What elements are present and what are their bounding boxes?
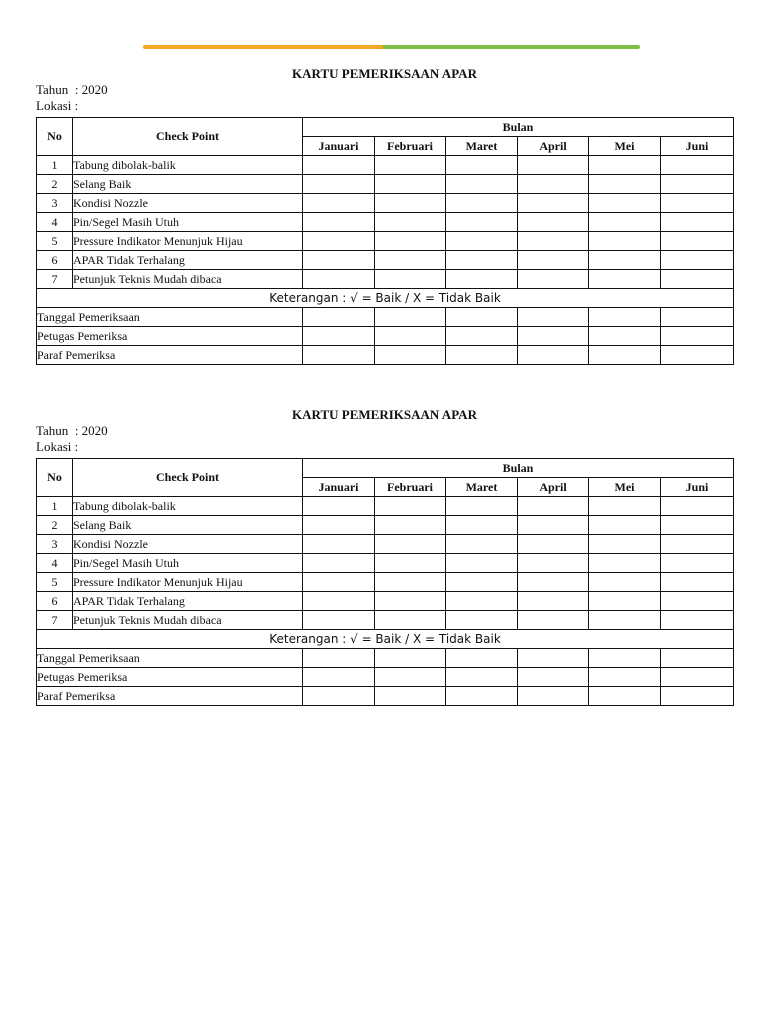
item-no: 7 (37, 270, 73, 289)
check-cell[interactable] (446, 554, 518, 573)
check-cell[interactable] (446, 194, 518, 213)
header-no: No (37, 118, 73, 156)
check-cell[interactable] (589, 270, 661, 289)
check-cell[interactable] (518, 611, 589, 630)
month-header: Juni (661, 478, 734, 497)
month-header: April (518, 137, 589, 156)
lokasi-label: Lokasi : (36, 98, 79, 113)
check-cell[interactable] (375, 270, 446, 289)
check-cell[interactable] (375, 554, 446, 573)
tahun-value: : 2020 (74, 82, 108, 97)
table-row (37, 554, 734, 573)
entry-cell[interactable] (518, 308, 589, 327)
check-cell[interactable] (303, 156, 375, 175)
entry-cell[interactable] (589, 308, 661, 327)
footer-row (37, 308, 734, 327)
check-cell[interactable] (375, 194, 446, 213)
check-cell[interactable] (661, 232, 734, 251)
entry-cell[interactable] (661, 687, 734, 706)
month-header: Januari (303, 478, 375, 497)
header-checkpoint: Check Point (73, 118, 303, 156)
table-row (37, 535, 734, 554)
tahun-value: : 2020 (74, 423, 108, 438)
check-cell[interactable] (446, 213, 518, 232)
check-cell[interactable] (518, 497, 589, 516)
check-cell[interactable] (661, 516, 734, 535)
check-cell[interactable] (303, 554, 375, 573)
footer-row-label: Petugas Pemeriksa (37, 668, 303, 687)
check-cell[interactable] (518, 194, 589, 213)
table-row (37, 175, 734, 194)
check-cell[interactable] (446, 251, 518, 270)
footer-row (37, 649, 734, 668)
entry-cell[interactable] (375, 668, 446, 687)
item-label: Petunjuk Teknis Mudah dibaca (73, 270, 303, 289)
month-header: Maret (446, 478, 518, 497)
check-cell[interactable] (303, 194, 375, 213)
check-cell[interactable] (661, 251, 734, 270)
check-cell[interactable] (446, 535, 518, 554)
check-cell[interactable] (518, 554, 589, 573)
check-cell[interactable] (589, 573, 661, 592)
check-cell[interactable] (446, 573, 518, 592)
check-cell[interactable] (303, 611, 375, 630)
tahun-line (36, 82, 733, 98)
item-label: Tabung dibolak-balik (73, 497, 303, 516)
entry-cell[interactable] (303, 346, 375, 365)
month-header: Januari (303, 137, 375, 156)
entry-cell[interactable] (446, 649, 518, 668)
item-no: 5 (37, 232, 73, 251)
check-cell[interactable] (375, 573, 446, 592)
item-label: Tabung dibolak-balik (73, 156, 303, 175)
check-cell[interactable] (375, 156, 446, 175)
check-cell[interactable] (589, 592, 661, 611)
tahun-label: Tahun (36, 423, 69, 438)
entry-cell[interactable] (446, 668, 518, 687)
table-row (37, 497, 734, 516)
entry-cell[interactable] (375, 687, 446, 706)
entry-cell[interactable] (661, 668, 734, 687)
item-label: Pin/Segel Masih Utuh (73, 213, 303, 232)
item-label: Selang Baik (73, 516, 303, 535)
entry-cell[interactable] (518, 346, 589, 365)
check-cell[interactable] (518, 535, 589, 554)
item-no: 1 (37, 497, 73, 516)
footer-row (37, 327, 734, 346)
item-label: APAR Tidak Terhalang (73, 251, 303, 270)
check-cell[interactable] (661, 156, 734, 175)
month-header: Februari (375, 478, 446, 497)
entry-cell[interactable] (303, 649, 375, 668)
month-header: Mei (589, 137, 661, 156)
entry-cell[interactable] (661, 308, 734, 327)
check-cell[interactable] (589, 497, 661, 516)
check-cell[interactable] (375, 611, 446, 630)
card-title: KARTU PEMERIKSAAN APAR (292, 66, 477, 81)
inspection-card-2 (36, 407, 733, 706)
entry-cell[interactable] (518, 327, 589, 346)
check-cell[interactable] (589, 535, 661, 554)
item-label: APAR Tidak Terhalang (73, 592, 303, 611)
item-no: 6 (37, 592, 73, 611)
entry-cell[interactable] (446, 308, 518, 327)
check-cell[interactable] (518, 270, 589, 289)
entry-cell[interactable] (518, 649, 589, 668)
check-cell[interactable] (661, 535, 734, 554)
entry-cell[interactable] (589, 649, 661, 668)
check-cell[interactable] (518, 213, 589, 232)
check-cell[interactable] (375, 175, 446, 194)
table-row (37, 232, 734, 251)
item-no: 3 (37, 194, 73, 213)
footer-row-label: Petugas Pemeriksa (37, 327, 303, 346)
check-cell[interactable] (661, 175, 734, 194)
item-no: 3 (37, 535, 73, 554)
footer-row (37, 687, 734, 706)
check-cell[interactable] (518, 516, 589, 535)
check-cell[interactable] (375, 232, 446, 251)
check-cell[interactable] (446, 516, 518, 535)
entry-cell[interactable] (375, 327, 446, 346)
header-checkpoint: Check Point (73, 459, 303, 497)
entry-cell[interactable] (375, 308, 446, 327)
check-cell[interactable] (303, 251, 375, 270)
check-cell[interactable] (589, 213, 661, 232)
check-cell[interactable] (589, 554, 661, 573)
entry-cell[interactable] (589, 687, 661, 706)
check-cell[interactable] (589, 156, 661, 175)
entry-cell[interactable] (518, 687, 589, 706)
check-cell[interactable] (518, 573, 589, 592)
inspection-card-1 (36, 66, 733, 365)
check-cell[interactable] (303, 535, 375, 554)
keterangan-legend: Keterangan : √ = Baik / X = Tidak Baik (37, 630, 734, 649)
table-row (37, 213, 734, 232)
item-no: 2 (37, 516, 73, 535)
item-label: Pressure Indikator Menunjuk Hijau (73, 573, 303, 592)
table-row (37, 611, 734, 630)
check-cell[interactable] (589, 251, 661, 270)
entry-cell[interactable] (446, 327, 518, 346)
item-label: Kondisi Nozzle (73, 535, 303, 554)
accent-bar-green (383, 45, 640, 49)
keterangan-legend: Keterangan : √ = Baik / X = Tidak Baik (37, 289, 734, 308)
month-header: Juni (661, 137, 734, 156)
accent-bar-orange (143, 45, 390, 49)
check-cell[interactable] (303, 213, 375, 232)
item-label: Kondisi Nozzle (73, 194, 303, 213)
entry-cell[interactable] (661, 649, 734, 668)
table-row (37, 251, 734, 270)
footer-row-label: Paraf Pemeriksa (37, 346, 303, 365)
entry-cell[interactable] (375, 346, 446, 365)
entry-cell[interactable] (661, 327, 734, 346)
check-cell[interactable] (589, 194, 661, 213)
keterangan-row (37, 289, 734, 308)
check-cell[interactable] (661, 497, 734, 516)
table-row (37, 516, 734, 535)
entry-cell[interactable] (303, 668, 375, 687)
footer-row-label: Tanggal Pemeriksaan (37, 308, 303, 327)
item-no: 4 (37, 213, 73, 232)
table-row (37, 573, 734, 592)
item-no: 1 (37, 156, 73, 175)
check-cell[interactable] (303, 592, 375, 611)
inspection-table (36, 458, 734, 706)
item-no: 6 (37, 251, 73, 270)
check-cell[interactable] (375, 516, 446, 535)
month-header: Mei (589, 478, 661, 497)
table-row (37, 592, 734, 611)
check-cell[interactable] (375, 592, 446, 611)
check-cell[interactable] (303, 232, 375, 251)
check-cell[interactable] (518, 175, 589, 194)
entry-cell[interactable] (446, 687, 518, 706)
entry-cell[interactable] (589, 327, 661, 346)
item-label: Petunjuk Teknis Mudah dibaca (73, 611, 303, 630)
entry-cell[interactable] (518, 668, 589, 687)
header-bulan: Bulan (303, 118, 734, 137)
check-cell[interactable] (446, 270, 518, 289)
tahun-line (36, 423, 733, 439)
table-row (37, 156, 734, 175)
footer-row-label: Tanggal Pemeriksaan (37, 649, 303, 668)
entry-cell[interactable] (303, 687, 375, 706)
check-cell[interactable] (446, 156, 518, 175)
check-cell[interactable] (446, 592, 518, 611)
footer-row-label: Paraf Pemeriksa (37, 687, 303, 706)
lokasi-label: Lokasi : (36, 439, 79, 454)
header-no: No (37, 459, 73, 497)
entry-cell[interactable] (303, 308, 375, 327)
entry-cell[interactable] (589, 346, 661, 365)
check-cell[interactable] (661, 270, 734, 289)
check-cell[interactable] (375, 251, 446, 270)
entry-cell[interactable] (661, 346, 734, 365)
item-no: 7 (37, 611, 73, 630)
check-cell[interactable] (661, 573, 734, 592)
header-bulan: Bulan (303, 459, 734, 478)
check-cell[interactable] (375, 213, 446, 232)
check-cell[interactable] (661, 611, 734, 630)
table-row (37, 194, 734, 213)
check-cell[interactable] (589, 516, 661, 535)
check-cell[interactable] (661, 592, 734, 611)
footer-row (37, 346, 734, 365)
check-cell[interactable] (375, 535, 446, 554)
keterangan-row (37, 630, 734, 649)
check-cell[interactable] (446, 497, 518, 516)
item-no: 2 (37, 175, 73, 194)
entry-cell[interactable] (446, 346, 518, 365)
check-cell[interactable] (661, 194, 734, 213)
check-cell[interactable] (375, 497, 446, 516)
check-cell[interactable] (303, 497, 375, 516)
entry-cell[interactable] (375, 649, 446, 668)
entry-cell[interactable] (303, 327, 375, 346)
tahun-label: Tahun (36, 82, 69, 97)
check-cell[interactable] (661, 213, 734, 232)
header-accent-bar (143, 45, 640, 49)
table-row (37, 270, 734, 289)
check-cell[interactable] (303, 516, 375, 535)
item-no: 4 (37, 554, 73, 573)
check-cell[interactable] (518, 156, 589, 175)
check-cell[interactable] (446, 232, 518, 251)
card-title: KARTU PEMERIKSAAN APAR (292, 407, 477, 422)
inspection-table (36, 117, 734, 365)
check-cell[interactable] (303, 573, 375, 592)
footer-row (37, 668, 734, 687)
check-cell[interactable] (518, 592, 589, 611)
item-label: Pressure Indikator Menunjuk Hijau (73, 232, 303, 251)
month-header: Februari (375, 137, 446, 156)
entry-cell[interactable] (589, 668, 661, 687)
item-no: 5 (37, 573, 73, 592)
check-cell[interactable] (303, 175, 375, 194)
check-cell[interactable] (661, 554, 734, 573)
item-label: Selang Baik (73, 175, 303, 194)
check-cell[interactable] (589, 611, 661, 630)
check-cell[interactable] (518, 232, 589, 251)
check-cell[interactable] (446, 611, 518, 630)
check-cell[interactable] (518, 251, 589, 270)
check-cell[interactable] (303, 270, 375, 289)
month-header: Maret (446, 137, 518, 156)
check-cell[interactable] (589, 232, 661, 251)
item-label: Pin/Segel Masih Utuh (73, 554, 303, 573)
check-cell[interactable] (446, 175, 518, 194)
check-cell[interactable] (589, 175, 661, 194)
month-header: April (518, 478, 589, 497)
